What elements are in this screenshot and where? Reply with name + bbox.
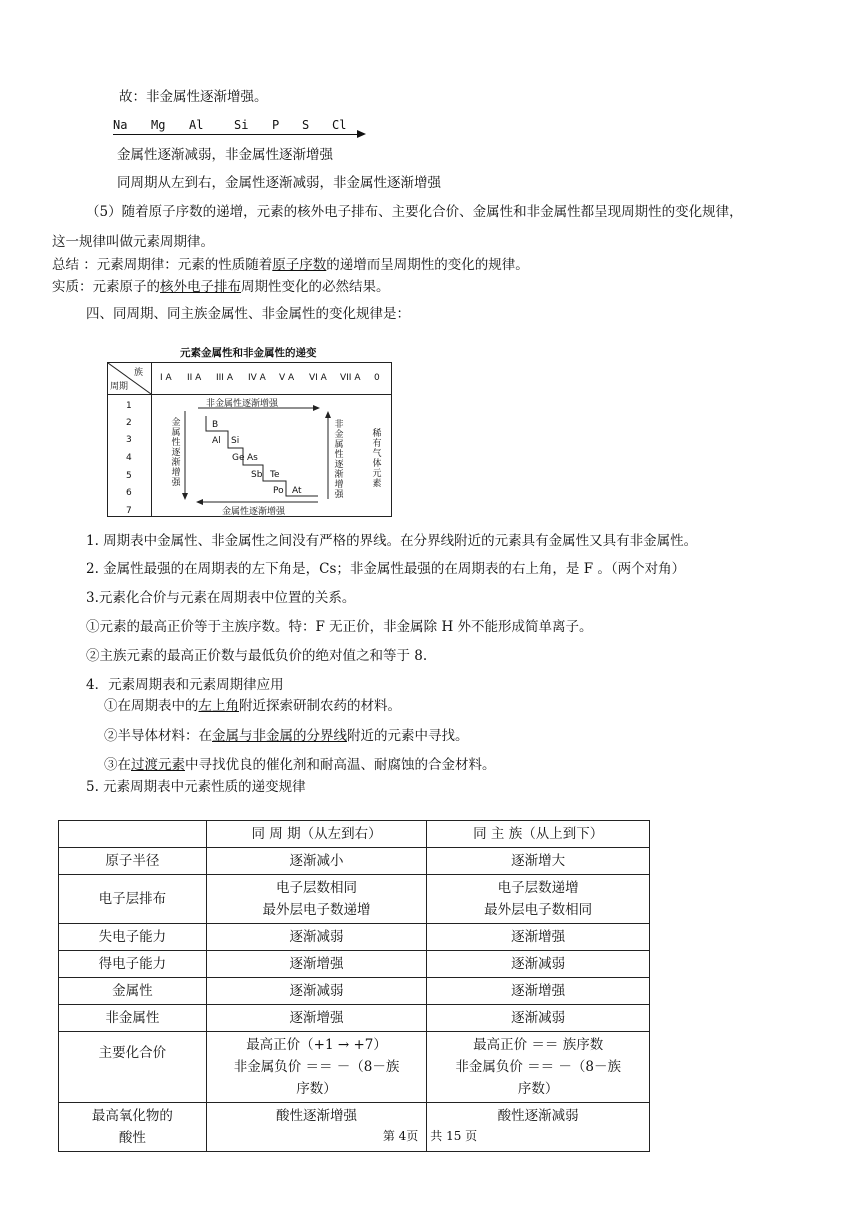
sequence-arrow-line — [113, 134, 359, 135]
group-cell: 逐渐增强 — [427, 924, 650, 951]
row-name: 主要化合价 — [59, 1032, 207, 1103]
line-essence: 实质：元素原子的核外电子排布周期性变化的必然结果。 — [52, 279, 390, 295]
row-name: 原子半径 — [59, 848, 207, 875]
section-heading-4: 四、同周期、同主族金属性、非金属性的变化规律是： — [86, 306, 410, 322]
property-trend-table — [58, 820, 650, 1152]
point-1: 1. 周期表中金属性、非金属性之间没有严格的界线。在分界线附近的元素具有金属性又具有非金属性。 — [86, 533, 698, 549]
point-3b: ②主族元素的最高正价数与最低负价的绝对值之和等于 8. — [86, 648, 428, 664]
line-summary: 总结 ：元素周期律：元素的性质随着原子序数的递增而呈周期性的变化的规律。 — [52, 257, 529, 273]
period-number: 7 — [126, 506, 132, 516]
element-b: B — [212, 420, 219, 430]
point-5: 5. 元素周期表中元素性质的递变规律 — [86, 779, 306, 795]
row-name: 得电子能力 — [59, 951, 207, 978]
seq-na: Na — [113, 118, 128, 132]
table-header-cell: 同 主 族（从上到下） — [427, 821, 650, 848]
left-arrow-label: 金属性逐渐增强 — [171, 418, 181, 488]
element-po: Po — [273, 486, 284, 496]
sequence-arrowhead-icon — [357, 130, 366, 138]
line-point5b: 这一规律叫做元素周期律。 — [52, 234, 214, 250]
diagram-arrows — [108, 363, 391, 516]
element-te: Te — [270, 470, 280, 480]
table-row — [59, 1032, 650, 1103]
line-point5a: （5）随着原子序数的递增，元素的核外电子排布、主要化合价、金属性和非金属性都呈现周期性的变化规律， — [86, 204, 743, 220]
period-number: 6 — [126, 488, 132, 498]
table-header-cell: 同 周 期（从左到右） — [206, 821, 427, 848]
page-footer: 第 4页 共 15 页 — [382, 1129, 478, 1143]
point-4b: ②半导体材料：在金属与非金属的分界线附近的元素中寻找。 — [104, 728, 469, 744]
period-cell: 逐渐增强 — [206, 1005, 427, 1032]
group-header: V A — [279, 373, 295, 383]
group-header: 0 — [374, 373, 380, 383]
line-trend: 金属性逐渐减弱，非金属性逐渐增强 — [117, 147, 333, 163]
period-cell: 最高正价（+1 → +7） 非金属负价 ＝＝ －（8－族 序数） — [206, 1032, 427, 1103]
group-cell: 逐渐减弱 — [427, 951, 650, 978]
period-number: 1 — [126, 401, 132, 411]
table-header-row — [59, 821, 650, 848]
row-name: 非金属性 — [59, 1005, 207, 1032]
group-header: I A — [160, 373, 172, 383]
period-cell: 逐渐减弱 — [206, 924, 427, 951]
noble-gas-label: 稀有气体元素 — [372, 429, 382, 489]
line-conclusion: 故：非金属性逐渐增强。 — [119, 89, 268, 105]
point-4c: ③在过渡元素中寻找优良的催化剂和耐高温、耐腐蚀的合金材料。 — [104, 757, 496, 773]
period-cell: 酸性逐渐增强 — [206, 1103, 427, 1152]
group-cell: 电子层数递增 最外层电子数相同 — [427, 875, 650, 924]
corner-group-label: 族 — [134, 368, 144, 378]
seq-si: Si — [234, 118, 249, 132]
diagram-title: 元素金属性和非金属性的递变 — [180, 347, 317, 359]
element-as: As — [247, 453, 258, 463]
periodic-trend-diagram — [107, 362, 392, 517]
seq-cl: Cl — [332, 118, 347, 132]
period-number: 2 — [126, 418, 132, 428]
row-name: 电子层排布 — [59, 875, 207, 924]
corner-period-label: 周期 — [110, 382, 129, 392]
element-at: At — [292, 486, 302, 496]
period-number: 5 — [126, 471, 132, 481]
right-arrow-label: 非金属性逐渐增强 — [334, 420, 344, 500]
element-sequence-arrow — [113, 118, 363, 138]
table-row — [59, 978, 650, 1005]
table-row — [59, 951, 650, 978]
period-number: 4 — [126, 453, 132, 463]
group-cell: 逐渐增大 — [427, 848, 650, 875]
point-2: 2. 金属性最强的在周期表的左下角是，Cs；非金属性最强的在周期表的右上角，是 F 。（两个对角） — [86, 561, 686, 577]
row-name: 失电子能力 — [59, 924, 207, 951]
seq-s: S — [302, 118, 310, 132]
top-arrow-label: 非金属性逐渐增强 — [206, 399, 279, 409]
element-sb: Sb — [251, 470, 263, 480]
group-header: VII A — [340, 373, 361, 383]
table-row — [59, 875, 650, 924]
element-si: Si — [231, 436, 240, 446]
table-row — [59, 1005, 650, 1032]
row-name: 最高氧化物的 酸性 — [59, 1103, 207, 1152]
period-cell: 逐渐减小 — [206, 848, 427, 875]
group-header: III A — [216, 373, 233, 383]
group-header: II A — [187, 373, 202, 383]
seq-mg: Mg — [151, 118, 166, 132]
group-header: VI A — [309, 373, 327, 383]
group-cell: 逐渐减弱 — [427, 1005, 650, 1032]
period-number: 3 — [126, 435, 132, 445]
group-cell: 酸性逐渐减弱 — [427, 1103, 650, 1152]
table-row — [59, 924, 650, 951]
point-4a: ①在周期表中的左上角附近探索研制农药的材料。 — [104, 698, 401, 714]
point-3a: ①元素的最高正价等于主族序数。特：F 无正价，非金属除 H 外不能形成简单离子。 — [86, 619, 593, 635]
period-cell: 逐渐减弱 — [206, 978, 427, 1005]
point-3: 3.元素化合价与元素在周期表中位置的关系。 — [86, 590, 356, 606]
table-header-cell — [59, 821, 207, 848]
element-al: Al — [212, 436, 221, 446]
period-cell: 电子层数相同 最外层电子数递增 — [206, 875, 427, 924]
group-cell: 最高正价 ＝＝ 族序数 非金属负价 ＝＝ －（8－族 序数） — [427, 1032, 650, 1103]
seq-p: P — [272, 118, 280, 132]
line-period-trend: 同周期从左到右，金属性逐渐减弱，非金属性逐渐增强 — [117, 175, 441, 191]
group-cell: 逐渐增强 — [427, 978, 650, 1005]
point-4: 4．元素周期表和元素周期律应用 — [86, 677, 284, 693]
bottom-arrow-label: 金属性逐渐增强 — [222, 507, 286, 517]
seq-al: Al — [189, 118, 204, 132]
element-ge: Ge — [232, 453, 245, 463]
period-cell: 逐渐增强 — [206, 951, 427, 978]
table-row — [59, 848, 650, 875]
row-name: 金属性 — [59, 978, 207, 1005]
group-header: IV A — [248, 373, 266, 383]
